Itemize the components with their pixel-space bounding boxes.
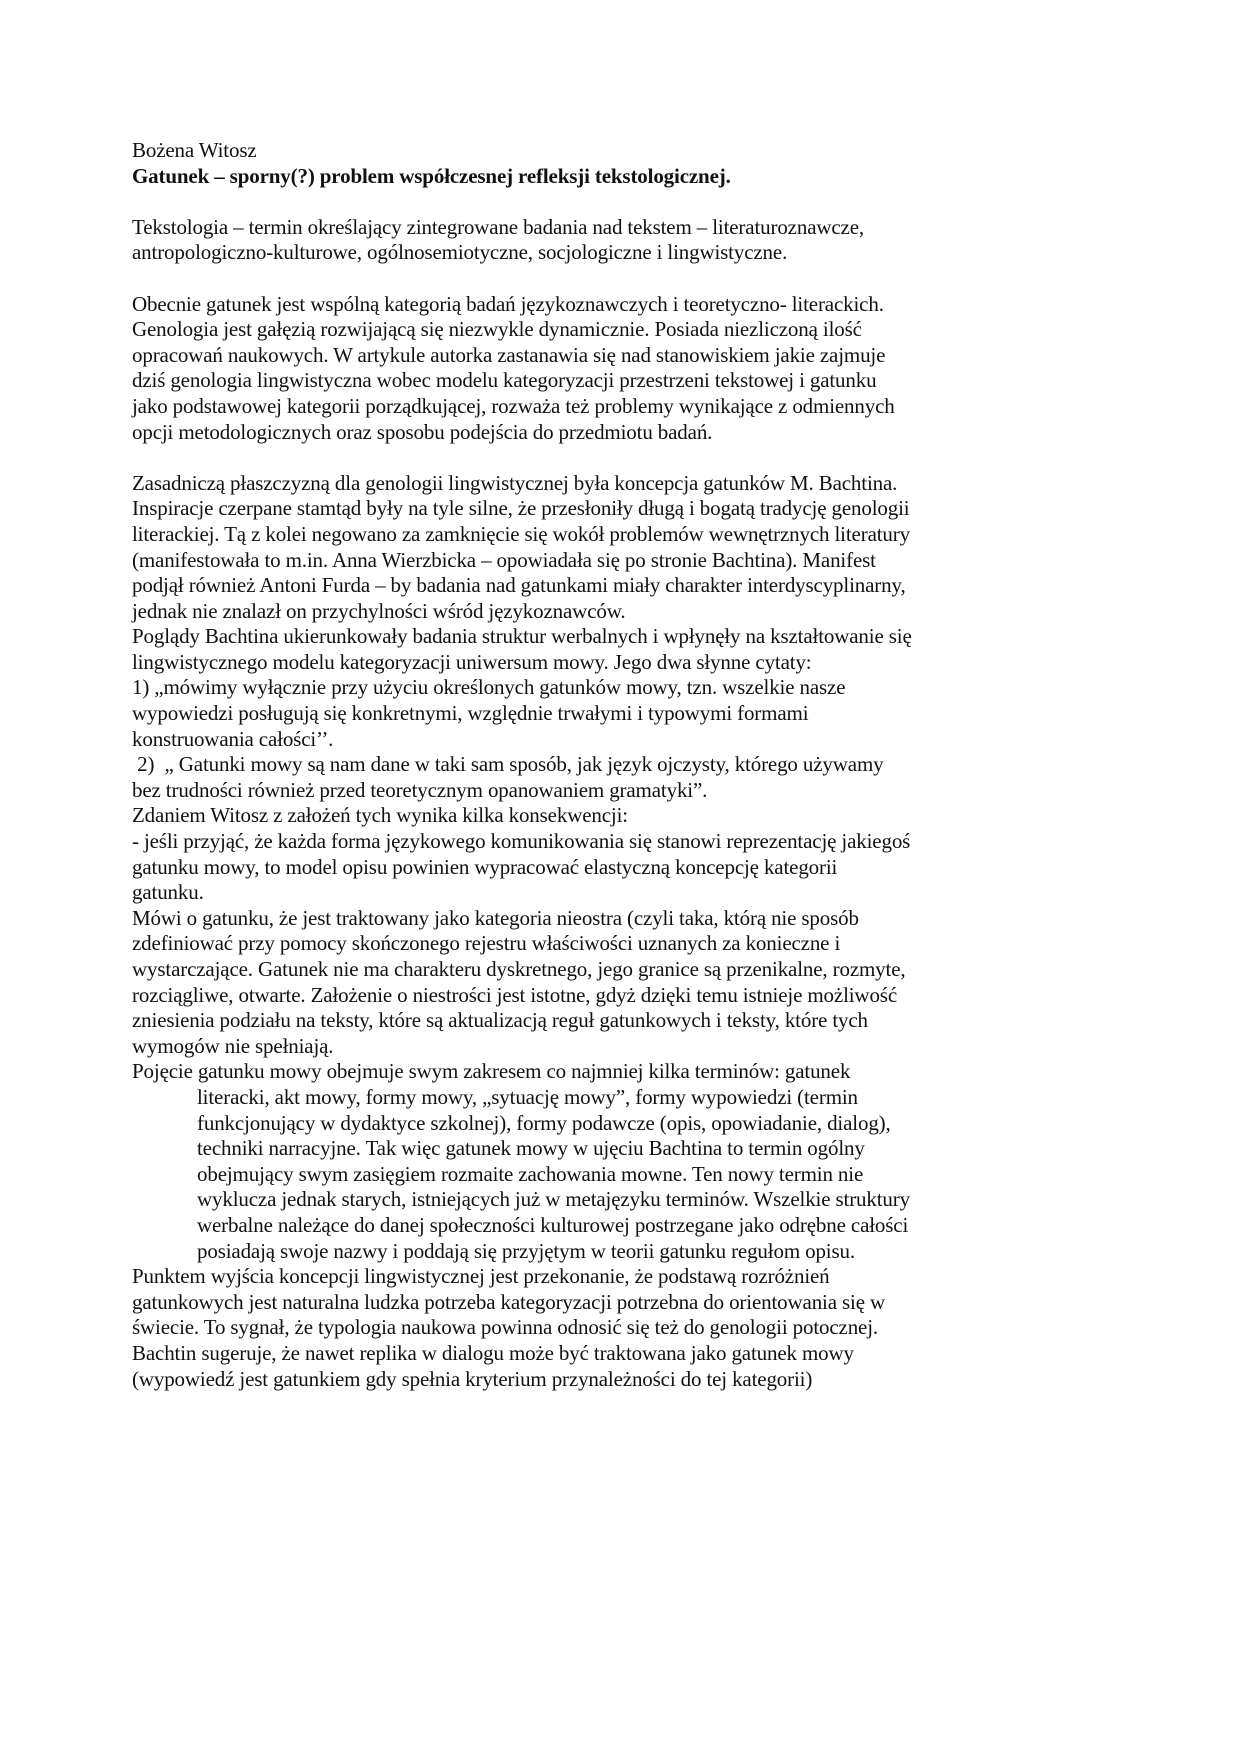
quote-1-line: 1) „mówimy wyłącznie przy użyciu określonych gatunków mowy, tzn. wszelkie nasze xyxy=(132,675,846,700)
text-line: wymogów nie spełniają. xyxy=(132,1033,334,1058)
bullet-line: gatunku. xyxy=(132,880,204,905)
spacer xyxy=(132,266,1012,292)
text-line: dziś genologia lingwistyczna wobec modelu kategoryzacji przestrzeni tekstowej i gatunku xyxy=(132,368,877,393)
spacer xyxy=(132,445,1012,471)
text-line: Tekstologia – termin określający zintegrowane badania nad tekstem – literaturoznawcze, xyxy=(132,214,864,239)
text-line: Inspiracje czerpane stamtąd były na tyle silne, że przesłoniły długą i bogatą tradycję genologii xyxy=(132,496,910,521)
text-line: literackiej. Tą z kolei negowano za zamknięcie się wokół problemów wewnętrznych literatury xyxy=(132,521,910,546)
text-line: opcji metodologicznych oraz sposobu podejścia do przedmiotu badań. xyxy=(132,419,713,444)
text-line: opracowań naukowych. W artykule autorka zastanawia się nad stanowiskiem jakie zajmuje xyxy=(132,342,886,367)
text-line: Obecnie gatunek jest wspólną kategorią badań językoznawczych i teoretyczno- literackich. xyxy=(132,291,884,316)
hanging-line: wyklucza jednak starych, istniejących już w metajęzyku terminów. Wszelkie struktury xyxy=(197,1187,910,1212)
text-line: rozciągliwe, otwarte. Założenie o niestrości jest istotne, gdyż dzięki temu istnieje możliwość xyxy=(132,982,897,1007)
text-line: (wypowiedź jest gatunkiem gdy spełnia kryterium przynależności do tej kategorii) xyxy=(132,1366,813,1391)
quote-1-line: wypowiedzi posługują się konkretnymi, względnie trwałymi i typowymi formami xyxy=(132,701,809,726)
text-line: podjął również Antoni Furda – by badania nad gatunkami miały charakter interdyscyplinarny, xyxy=(132,573,906,598)
bullet-line: - jeśli przyjąć, że każda forma językowego komunikowania się stanowi reprezentację jakiegoś xyxy=(132,829,911,854)
text-line: zdefiniować przy pomocy skończonego rejestru właściwości uznanych za konieczne i xyxy=(132,931,841,956)
paragraph-pojecie xyxy=(132,1059,1012,1264)
hanging-line: werbalne należące do danej społeczności kulturowej postrzegane jako odrębne całości xyxy=(197,1212,909,1237)
text-line: lingwistycznego modelu kategoryzacji uniwersum mowy. Jego dwa słynne cytaty: xyxy=(132,649,812,674)
text-line: Punktem wyjścia koncepcji lingwistycznej jest przekonanie, że podstawą rozróżnień xyxy=(132,1264,830,1289)
hanging-line: posiadają swoje nazwy i poddają się przyjętym w teorii gatunku regułom opisu. xyxy=(197,1238,855,1263)
paragraph-tekstologia xyxy=(132,215,1012,266)
text-line: Mówi o gatunku, że jest traktowany jako kategoria nieostra (czyli taka, którą nie sposób xyxy=(132,905,859,930)
bullet-line: gatunku mowy, to model opisu powinien wypracować elastyczną koncepcję kategorii xyxy=(132,854,838,879)
text-line: (manifestowała to m.in. Anna Wierzbicka – opowiadała się po stronie Bachtina). Manifest xyxy=(132,547,876,572)
spacer xyxy=(132,189,1012,215)
paragraph-obecnie xyxy=(132,292,1012,446)
text-line: jako podstawowej kategorii porządkującej, rozważa też problemy wynikające z odmiennych xyxy=(132,393,895,418)
text-line: Pojęcie gatunku mowy obejmuje swym zakresem co najmniej kilka terminów: gatunek xyxy=(132,1059,851,1084)
quote-2-line: bez trudności również przed teoretycznym opanowaniem gramatyki”. xyxy=(132,777,708,802)
text-line: Zasadniczą płaszczyzną dla genologii lingwistycznej była koncepcja gatunków M. Bachtina. xyxy=(132,470,898,495)
text-line: Zdaniem Witosz z założeń tych wynika kilka konsekwencji: xyxy=(132,803,628,828)
text-line: Bachtin sugeruje, że nawet replika w dialogu może być traktowana jako gatunek mowy xyxy=(132,1340,854,1365)
paragraph-zasadnicza xyxy=(132,471,1012,1060)
text-line: wystarczające. Gatunek nie ma charakteru dyskretnego, jego granice są przenikalne, rozmyte, xyxy=(132,957,906,981)
text-line: gatunkowych jest naturalna ludzka potrzeba kategoryzacji potrzebna do orientowania się w xyxy=(132,1289,886,1314)
quote-2-line: 2) „ Gatunki mowy są nam dane w taki sam sposób, jak język ojczysty, którego używamy xyxy=(132,752,884,777)
author-name: Bożena Witosz xyxy=(132,138,257,162)
text-line: Genologia jest gałęzią rozwijającą się niezwykle dynamicznie. Posiada niezliczoną ilość xyxy=(132,317,862,342)
document-body xyxy=(132,138,1012,1392)
quote-1-line: konstruowania całości’’. xyxy=(132,726,334,751)
text-line: jednak nie znalazł on przychylności wśród językoznawców. xyxy=(132,598,626,623)
text-line: zniesienia podziału na teksty, które są aktualizacją reguł gatunkowych i teksty, które tych xyxy=(132,1008,868,1033)
hanging-line: funkcjonujący w dydaktyce szkolnej), formy podawcze (opis, opowiadanie, dialog), xyxy=(197,1110,891,1135)
text-line: Poglądy Bachtina ukierunkowały badania struktur werbalnych i wpłynęły na kształtowanie się xyxy=(132,624,912,649)
hanging-line: techniki narracyjne. Tak więc gatunek mowy w ujęciu Bachtina to termin ogólny xyxy=(197,1136,865,1161)
text-line: antropologiczno-kulturowe, ogólnosemiotyczne, socjologiczne i lingwistyczne. xyxy=(132,240,788,265)
hanging-line: obejmujący swym zasięgiem rozmaite zachowania mowne. Ten nowy termin nie xyxy=(197,1161,864,1186)
document-title: Gatunek – sporny(?) problem współczesnej refleksji tekstologicznej. xyxy=(132,163,731,188)
text-line: świecie. To sygnał, że typologia naukowa powinna odnosić się też do genologii potocznej. xyxy=(132,1315,879,1340)
hanging-line: literacki, akt mowy, formy mowy, „sytuację mowy”, formy wypowiedzi (termin xyxy=(197,1084,858,1109)
paragraph-punktem xyxy=(132,1264,1012,1392)
